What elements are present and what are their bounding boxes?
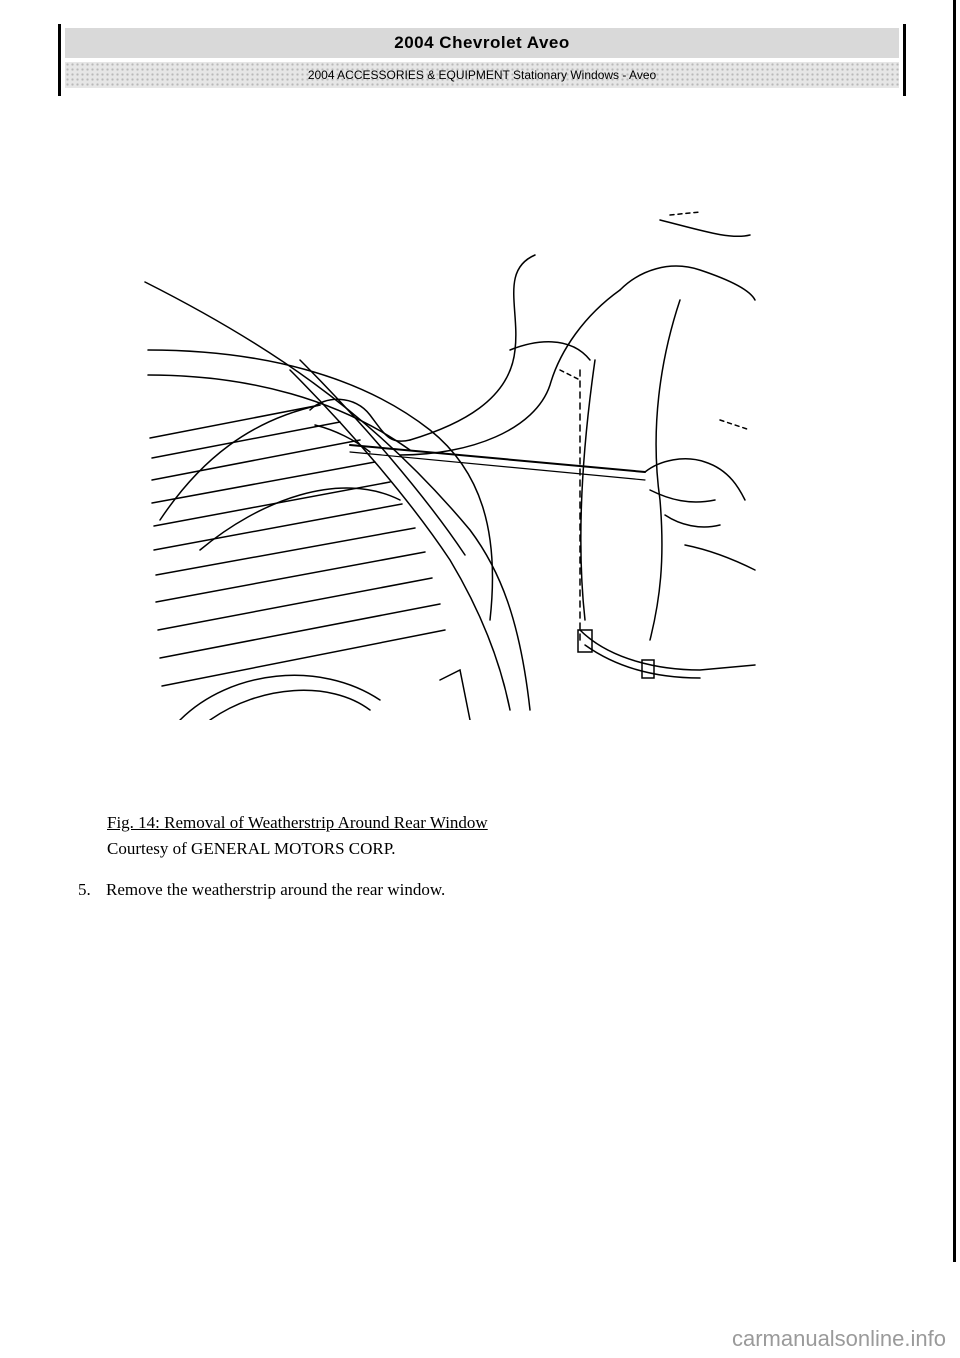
figure-courtesy: Courtesy of GENERAL MOTORS CORP.	[107, 839, 396, 858]
step-number: 5.	[78, 880, 91, 899]
weatherstrip-removal-illustration	[140, 200, 760, 720]
figure-caption	[107, 810, 488, 862]
document-title: 2004 Chevrolet Aveo	[65, 28, 899, 58]
figure-title: Fig. 14: Removal of Weatherstrip Around Rear Window	[107, 813, 488, 832]
document-subtitle: 2004 ACCESSORIES & EQUIPMENT Stationary Windows - Aveo	[65, 62, 899, 88]
right-border-rule	[953, 0, 956, 1262]
site-watermark: carmanualsonline.info	[731, 1326, 946, 1351]
procedure-step	[78, 878, 445, 902]
page-header	[58, 24, 906, 96]
step-text: Remove the weatherstrip around the rear window.	[106, 880, 446, 899]
